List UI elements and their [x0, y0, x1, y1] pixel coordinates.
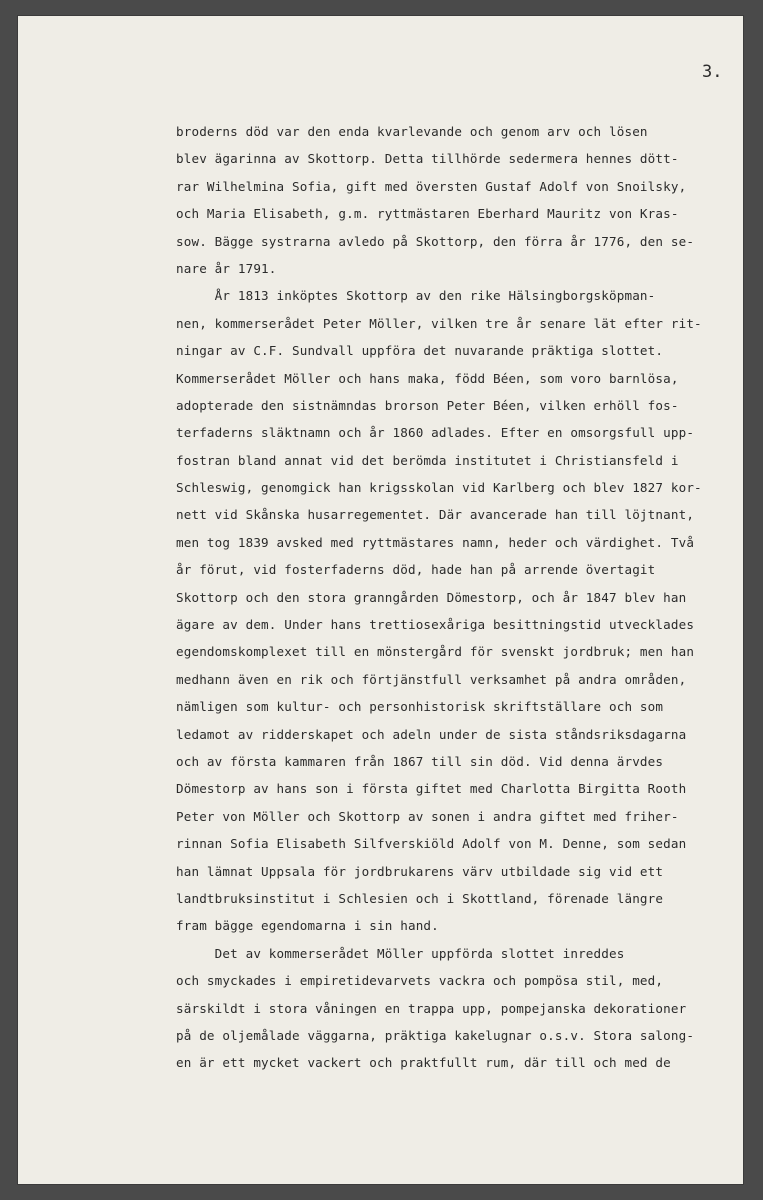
- text-line: Det av kommerserådet Möller uppförda slottet inreddes: [176, 945, 625, 961]
- text-line: Dömestorp av hans son i första giftet med Charlotta Birgitta Rooth: [176, 781, 687, 797]
- text-line: fostran bland annat vid det berömda institutet i Christiansfeld i: [176, 452, 679, 468]
- text-line: fram bägge egendomarna i sin hand.: [176, 918, 439, 934]
- text-line: Kommerserådet Möller och hans maka, född Béen, som voro barnlösa,: [176, 370, 679, 386]
- text-line: särskildt i stora våningen en trappa upp, pompejanska dekorationer: [176, 1000, 687, 1016]
- text-line: broderns död var den enda kvarlevande och genom arv och lösen: [176, 124, 648, 139]
- text-line: Peter von Möller och Skottorp av sonen i andra giftet med friher-: [176, 808, 679, 824]
- document-page: [18, 16, 743, 1184]
- text-line: nen, kommerserådet Peter Möller, vilken tre år senare lät efter rit-: [176, 315, 702, 331]
- text-line: Skottorp och den stora granngården Dömestorp, och år 1847 blev han: [176, 589, 687, 605]
- text-line: rar Wilhelmina Sofia, gift med översten Gustaf Adolf von Snoilsky,: [176, 178, 687, 194]
- text-line: på de oljemålade väggarna, präktiga kakelugnar o.s.v. Stora salong-: [176, 1027, 695, 1043]
- page-number: 3.: [702, 62, 723, 82]
- text-line: sow. Bägge systrarna avledo på Skottorp, den förra år 1776, den se-: [176, 233, 695, 249]
- text-line: År 1813 inköptes Skottorp av den rike Hälsingborgsköpman-: [176, 288, 656, 304]
- text-line: nare år 1791.: [176, 260, 277, 276]
- text-line: adopterade den sistnämndas brorson Peter Béen, vilken erhöll fos-: [176, 397, 679, 413]
- text-line: och av första kammaren från 1867 till sin död. Vid denna ärvdes: [176, 753, 664, 769]
- text-line: en är ett mycket vackert och praktfullt rum, där till och med de: [176, 1055, 671, 1071]
- text-line: rinnan Sofia Elisabeth Silfverskiöld Adolf von M. Denne, som sedan: [176, 836, 687, 852]
- text-line: ledamot av ridderskapet och adeln under de sista ståndsriksdagarna: [176, 726, 687, 742]
- text-line: ningar av C.F. Sundvall uppföra det nuvarande präktiga slottet.: [176, 343, 664, 359]
- text-line: blev ägarinna av Skottorp. Detta tillhörde sedermera hennes dött-: [176, 151, 679, 167]
- text-line: han lämnat Uppsala för jordbrukarens värv utbildade sig vid ett: [176, 863, 664, 879]
- text-line: nett vid Skånska husarregementet. Där avancerade han till löjtnant,: [176, 507, 695, 523]
- text-line: landtbruksinstitut i Schlesien och i Skottland, förenade längre: [176, 890, 664, 906]
- text-line: men tog 1839 avsked med ryttmästares namn, heder och värdighet. Två: [176, 534, 695, 550]
- text-line: medhann även en rik och förtjänstfull verksamhet på andra områden,: [176, 671, 687, 687]
- text-line: egendomskomplexet till en mönstergård för svenskt jordbruk; men han: [176, 644, 695, 660]
- text-line: år förut, vid fosterfaderns död, hade han på arrende övertagit: [176, 562, 656, 578]
- text-line: nämligen som kultur- och personhistorisk skriftställare och som: [176, 699, 664, 715]
- text-line: och Maria Elisabeth, g.m. ryttmästaren Eberhard Mauritz von Kras-: [176, 206, 679, 222]
- body-text: [176, 118, 716, 1077]
- text-line: terfaderns släktnamn och år 1860 adlades. Efter en omsorgsfull upp-: [176, 425, 695, 441]
- text-line: och smyckades i empiretidevarvets vackra och pompösa stil, med,: [176, 973, 664, 989]
- text-line: Schleswig, genomgick han krigsskolan vid Karlberg och blev 1827 kor-: [176, 480, 702, 496]
- text-line: ägare av dem. Under hans trettiosexåriga besittningstid utvecklades: [176, 617, 695, 633]
